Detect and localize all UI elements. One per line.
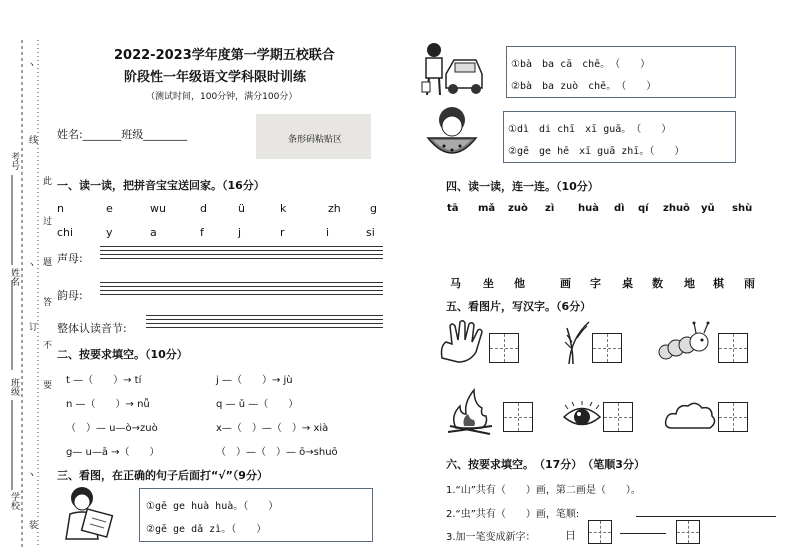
barcode-area bbox=[256, 114, 371, 159]
exam-number-label: 考号 bbox=[9, 152, 19, 170]
s4-pinyin[interactable]: mǎ bbox=[478, 203, 496, 214]
writing-grid-hand[interactable] bbox=[489, 333, 519, 363]
pinyin-item: zh bbox=[328, 202, 341, 215]
binding-side-char: 题 bbox=[41, 257, 51, 266]
name-class-line[interactable]: 姓名:_______班级________ bbox=[57, 128, 188, 141]
pinyin-item: r bbox=[280, 226, 285, 239]
title-line-1: 2022-2023学年度第一学期五校联合 bbox=[114, 48, 335, 63]
shengmu-label: 声母: bbox=[57, 252, 83, 265]
writing-grid-eye[interactable] bbox=[603, 402, 633, 432]
eye-icon bbox=[562, 402, 602, 432]
fill-row-left[interactable]: t —（ ）→ tí bbox=[66, 375, 142, 386]
s4-char[interactable]: 棋 bbox=[713, 277, 724, 290]
melon-option-1[interactable]: ①dì di chī xī guā。 （ ） bbox=[508, 124, 672, 135]
q3-blank-line[interactable] bbox=[620, 533, 666, 534]
pinyin-item: wu bbox=[150, 202, 166, 215]
caterpillar-icon bbox=[658, 320, 714, 364]
pinyin-item: g bbox=[370, 202, 377, 215]
fill-row-left[interactable]: （ ）— u—ò→zuò bbox=[66, 423, 158, 434]
s4-pinyin[interactable]: yǔ bbox=[701, 203, 715, 214]
zhengti-label: 整体认读音节: bbox=[57, 322, 127, 335]
binding-dot: 丶 bbox=[25, 260, 35, 269]
pinyin-item: e bbox=[106, 202, 113, 215]
pinyin-item: d bbox=[200, 202, 207, 215]
fill-row-left[interactable]: n —（ ）→ nǚ bbox=[66, 399, 150, 410]
s6-question-1[interactable]: 1.“山”共有（ ）画，第二画是（ ）。 bbox=[446, 485, 641, 496]
writing-grid-q3-a[interactable] bbox=[588, 520, 612, 544]
section-5-title: 五、看图片，写汉字。（6分） bbox=[446, 300, 592, 313]
test-time-note: （测试时间，100分钟，满分100分） bbox=[146, 92, 298, 102]
s4-char[interactable]: 他 bbox=[514, 277, 525, 290]
father-car-icon bbox=[420, 40, 484, 100]
fill-row-right[interactable]: q — ǔ —（ ） bbox=[216, 399, 299, 410]
pinyin-item: ü bbox=[238, 202, 245, 215]
cloud-icon bbox=[664, 400, 716, 430]
binding-dot: 丶 bbox=[25, 470, 35, 479]
barcode-label: 条形码粘贴区 bbox=[288, 135, 343, 145]
s4-pinyin[interactable]: zì bbox=[545, 203, 555, 214]
writing-grid-grass[interactable] bbox=[592, 333, 622, 363]
binding-side-char: 此 bbox=[41, 176, 51, 185]
stroke-order-line[interactable] bbox=[636, 516, 776, 517]
s4-pinyin[interactable]: shù bbox=[732, 203, 753, 214]
binding-order-mark: 订 bbox=[27, 322, 37, 331]
writing-grid-fire[interactable] bbox=[503, 402, 533, 432]
writing-grid-q3-b[interactable] bbox=[676, 520, 700, 544]
s4-pinyin[interactable]: huà bbox=[578, 203, 599, 214]
s4-pinyin[interactable]: tā bbox=[447, 203, 459, 214]
s4-pinyin[interactable]: zuò bbox=[508, 203, 528, 214]
class-label: 班级 bbox=[9, 378, 19, 396]
boy-watermelon-icon bbox=[424, 104, 484, 164]
binding-side-char: 不 bbox=[41, 340, 51, 349]
s4-pinyin[interactable]: zhuō bbox=[663, 203, 690, 214]
s4-char[interactable]: 雨 bbox=[744, 277, 755, 290]
s3-option-2[interactable]: ②gē ge dǎ zì。（ ） bbox=[146, 524, 267, 535]
writing-grid-caterpillar[interactable] bbox=[718, 333, 748, 363]
binding-dot: 丶 bbox=[25, 60, 35, 69]
pinyin-item: k bbox=[280, 202, 287, 215]
car-options-box bbox=[506, 46, 736, 98]
s4-char[interactable]: 坐 bbox=[483, 277, 494, 290]
binding-line-mark: 线 bbox=[27, 135, 37, 144]
binding-side-char: 答 bbox=[41, 297, 51, 306]
car-option-1[interactable]: ①bà ba cā chē。 （ ） bbox=[511, 59, 651, 70]
s3-option-1[interactable]: ①gē ge huà huà。（ ） bbox=[146, 501, 279, 512]
s6-question-3: 3.加一笔变成新字： bbox=[446, 532, 536, 543]
section-2-title: 二、按要求填空。（10分） bbox=[57, 348, 188, 361]
fill-row-right[interactable]: （ ）—（ ）— ō→shuō bbox=[216, 447, 338, 458]
s4-char[interactable]: 马 bbox=[450, 277, 461, 290]
s4-pinyin[interactable]: qí bbox=[638, 203, 649, 214]
s4-char[interactable]: 桌 bbox=[622, 277, 633, 290]
yunmu-label: 韵母: bbox=[57, 289, 83, 302]
binding-side-char: 过 bbox=[41, 216, 51, 225]
pinyin-item: si bbox=[366, 226, 375, 239]
pinyin-item: a bbox=[150, 226, 157, 239]
binding-bind-mark: 装 bbox=[27, 520, 37, 529]
section-4-title: 四、读一读，连一连。（10分） bbox=[446, 180, 599, 193]
pinyin-item: y bbox=[106, 226, 113, 239]
section-3-title: 三、看图，在正确的句子后面打“√”（9分） bbox=[57, 469, 268, 482]
grass-icon bbox=[563, 318, 593, 364]
pinyin-item: j bbox=[238, 226, 242, 239]
shengmu-writing-lines[interactable] bbox=[100, 246, 383, 262]
fill-row-right[interactable]: j —（ ）→ jù bbox=[216, 375, 293, 386]
s4-char[interactable]: 数 bbox=[652, 277, 663, 290]
writing-grid-cloud[interactable] bbox=[718, 402, 748, 432]
section-1-title: 一、读一读，把拼音宝宝送回家。（16分） bbox=[57, 179, 265, 192]
s4-char[interactable]: 地 bbox=[684, 277, 695, 290]
s6-question-2[interactable]: 2.“虫”共有（ ）画，笔顺: bbox=[446, 509, 580, 520]
hand-icon bbox=[438, 320, 486, 364]
s4-char[interactable]: 字 bbox=[590, 277, 601, 290]
school-label: 学校 bbox=[9, 492, 19, 510]
title-line-2: 阶段性一年级语文学科限时训练 bbox=[124, 70, 307, 85]
fire-icon bbox=[446, 386, 494, 436]
pinyin-item: chi bbox=[57, 226, 74, 239]
name-label: 姓名 bbox=[9, 268, 19, 286]
car-option-2[interactable]: ②bà ba zuò chē。 （ ） bbox=[511, 81, 657, 92]
melon-option-2[interactable]: ②gē ge hē xī guā zhī。（ ） bbox=[508, 146, 685, 157]
melon-options-box bbox=[503, 111, 736, 163]
pinyin-item: n bbox=[57, 202, 64, 215]
s6-q3-char: 日 bbox=[565, 529, 576, 542]
boy-drawing-icon bbox=[58, 484, 118, 544]
zhengti-writing-lines[interactable] bbox=[146, 315, 383, 331]
section-6-title: 六、按要求填空。 （17分） （笔顺3分） bbox=[446, 458, 645, 471]
fill-row-right[interactable]: x—（ ）—（ ）→ xià bbox=[216, 423, 329, 434]
s4-char[interactable]: 画 bbox=[560, 277, 571, 290]
s3-options-box bbox=[139, 488, 373, 542]
s4-pinyin[interactable]: dì bbox=[614, 203, 625, 214]
pinyin-item: f bbox=[200, 226, 204, 239]
fill-row-left[interactable]: g— u—ā →（ ） bbox=[66, 447, 160, 458]
yunmu-writing-lines[interactable] bbox=[100, 282, 383, 298]
binding-side-char: 要 bbox=[41, 380, 51, 389]
pinyin-item: i bbox=[326, 226, 330, 239]
